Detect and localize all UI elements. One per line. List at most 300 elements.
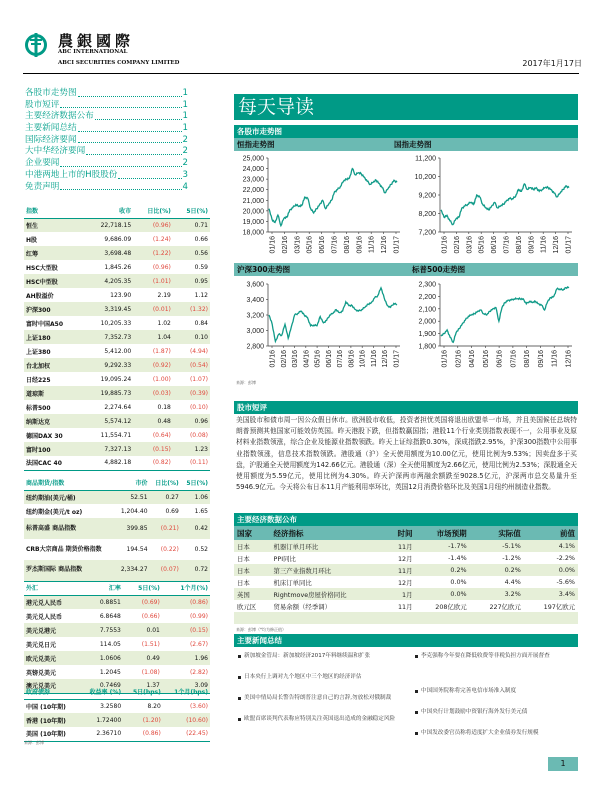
column-header: 前值 <box>524 526 578 540</box>
y-tick-label: 8,200 <box>418 211 436 218</box>
column-header: 实际值 <box>470 526 524 540</box>
table-cell: -2.2% <box>556 554 575 562</box>
table-row <box>234 588 578 600</box>
x-tick-label: 10/16 <box>359 350 367 368</box>
news-item[interactable]: 新加坡金管局：新加坡经济2017年料继续温和扩张 <box>238 652 401 666</box>
table-cell: 3.2580 <box>100 702 122 710</box>
table-cell: (1.87) <box>152 347 171 355</box>
table-cell: 0.0% <box>524 564 578 576</box>
table-cell: 0.49 <box>123 651 162 665</box>
table-cell: 19,095.24 <box>100 375 132 383</box>
table-row-empty <box>234 612 578 624</box>
column-header: 汇率 <box>85 581 123 595</box>
news-item[interactable]: 欧盟首席谈判代表称应特别关注英国退出造成的金融稳定风险 <box>238 715 401 729</box>
table-cell: 197亿欧元 <box>543 602 575 611</box>
toc-label: 大中华经济要闻 <box>25 146 86 157</box>
news-item[interactable]: 日本央行上调对九个地区中三个地区的经济评估 <box>238 673 401 687</box>
news-item[interactable]: 中国国务院称将完善电信市场准入制度 <box>415 687 578 701</box>
table-cell: 12月 <box>397 554 413 563</box>
x-tick-label: 08/16 <box>524 350 532 368</box>
table-cell: 5,412.00 <box>104 347 132 355</box>
page-banner: 每天导读 <box>234 94 578 120</box>
table-row <box>24 428 210 442</box>
table-cell: 0.0% <box>415 588 469 600</box>
x-tick-label: 05/16 <box>314 350 322 368</box>
column-header: 国家 <box>234 526 270 540</box>
series-line <box>269 169 397 226</box>
table-header-row <box>24 685 210 699</box>
x-tick-label: 05/16 <box>306 236 314 254</box>
table-cell: 194.54 <box>126 545 148 553</box>
column-header: 日比(%) <box>150 476 181 490</box>
x-tick-label: 03/16 <box>294 236 302 254</box>
toc-leader <box>86 146 181 155</box>
toc-item[interactable] <box>25 158 188 170</box>
charts-section-title: 各股市走势图 <box>234 125 578 138</box>
table-row <box>24 442 210 456</box>
y-tick-label: 18,000 <box>242 229 264 237</box>
table-row <box>24 218 210 232</box>
x-tick-label: 01/16 <box>441 236 449 254</box>
table-cell: 0.27 <box>150 490 181 504</box>
table-cell: 3.09 <box>162 679 210 693</box>
table-cell: (1.00) <box>152 375 171 383</box>
toc-item[interactable] <box>25 135 188 147</box>
table-cell: (0.01) <box>133 302 173 316</box>
table-cell: 0.18 <box>157 403 171 411</box>
x-tick-label: 01/16 <box>269 350 277 368</box>
table-cell: (1.32) <box>173 302 210 316</box>
y-tick-label: 3,400 <box>246 297 264 304</box>
header-divider <box>23 73 579 74</box>
table-cell: 2.36710 <box>79 727 123 741</box>
table-row <box>24 414 210 428</box>
table-cell: (0.69) <box>123 595 162 609</box>
toc-item[interactable] <box>25 123 188 135</box>
x-tick-label: 07/16 <box>331 236 339 254</box>
table-row <box>24 232 210 246</box>
table-cell: CRB大宗商品 期货价格指数 <box>26 545 102 553</box>
bonds-source: 来源：彭博 <box>24 740 44 745</box>
y-tick-label: 22,000 <box>242 187 264 195</box>
y-tick-label: 1,900 <box>418 331 436 339</box>
y-tick-label: 24,000 <box>242 166 264 174</box>
table-cell: 0.2% <box>415 564 469 576</box>
x-tick-label: 12/16 <box>565 350 573 368</box>
table-cell: (0.15) <box>133 442 173 456</box>
toc-page: 2 <box>182 158 188 169</box>
table-cell: 美元兑港元 <box>24 623 85 637</box>
charts-row2-header <box>234 263 578 276</box>
table-cell: 0.42 <box>181 518 210 539</box>
toc-label: 中港两地上市的H股股份 <box>25 169 118 180</box>
table-cell: 0.52 <box>194 545 208 553</box>
table-cell: 道琼斯 <box>24 386 83 400</box>
page-number: 1 <box>548 757 578 771</box>
table-cell: 399.85 <box>115 518 150 539</box>
table-cell: 沪深300 <box>24 302 83 316</box>
table-cell: 7.7553 <box>85 623 123 637</box>
table-cell: 1.37 <box>123 679 162 693</box>
table-cell: 0.95 <box>173 274 210 288</box>
table-row <box>234 576 578 588</box>
news-title: 主要新闻总结 <box>234 634 578 647</box>
table-cell: 10,205.33 <box>100 319 132 327</box>
x-tick-label: 11/16 <box>551 350 559 367</box>
table-row <box>24 456 210 470</box>
table-cell: (0.39) <box>173 386 210 400</box>
table-cell: PPI同比 <box>273 554 296 563</box>
column-header: 时间 <box>385 526 415 540</box>
x-tick-label: 07/16 <box>510 350 518 368</box>
toc-leader <box>78 88 182 97</box>
y-tick-label: 23,000 <box>242 176 264 184</box>
toc-label: 国际经济要闻 <box>25 134 77 145</box>
table-cell: 6.8648 <box>99 612 121 620</box>
table-cell: (0.08) <box>189 431 208 439</box>
table-row <box>24 518 210 539</box>
table-row <box>234 552 578 564</box>
x-tick-label: 02/16 <box>453 236 461 254</box>
x-tick-label: 11/16 <box>370 350 378 367</box>
toc-page: 1 <box>182 99 188 110</box>
table-cell: (1.08) <box>141 668 160 676</box>
y-tick-label: 11,200 <box>415 155 436 163</box>
table-cell: 0.84 <box>194 319 208 327</box>
column-header: 1个月(bps) <box>163 685 210 699</box>
table-cell: 日本 <box>237 578 250 587</box>
column-header: 1个月(%) <box>162 581 210 595</box>
x-tick-label: 06/16 <box>325 350 333 368</box>
table-row <box>24 274 210 288</box>
table-cell: 0.8851 <box>85 595 123 609</box>
table-cell: 0.66 <box>194 235 208 243</box>
table-cell: 1.72400 <box>79 713 123 727</box>
x-tick-label: 04/16 <box>303 350 311 368</box>
table-cell: 0.48 <box>133 414 173 428</box>
fx-table <box>24 581 210 694</box>
y-tick-label: 2,300 <box>418 281 436 289</box>
toc-label: 免责声明 <box>25 181 60 192</box>
column-header: 商品期货/指数 <box>24 476 115 490</box>
x-tick-label: 01/16 <box>441 350 449 368</box>
table-cell: 11,554.71 <box>100 431 132 439</box>
table-row <box>24 539 210 560</box>
table-cell: 12月 <box>397 578 413 587</box>
table-cell: 1.06 <box>181 490 210 504</box>
table-cell: 0.0% <box>450 578 467 586</box>
chart-title-hsi: 恒指走势图 <box>237 140 275 149</box>
table-cell: 1.65 <box>194 507 208 515</box>
x-tick-label: 08/16 <box>343 236 351 254</box>
x-tick-label: 03/16 <box>292 350 300 368</box>
table-cell: 0.7469 <box>85 679 123 693</box>
table-cell: Rightmove房屋价格同比 <box>270 588 385 600</box>
table-of-contents <box>25 88 188 193</box>
toc-leader <box>78 123 182 132</box>
table-cell: 9,686.09 <box>104 235 132 243</box>
table-row <box>24 665 210 679</box>
table-cell: 22,718.15 <box>83 218 133 232</box>
table-cell: -1.2% <box>502 554 521 562</box>
table-row <box>24 260 210 274</box>
x-tick-label: 01/17 <box>565 236 573 254</box>
toc-item[interactable] <box>25 170 188 182</box>
toc-page: 4 <box>182 181 188 192</box>
table-cell: -1.7% <box>415 540 469 552</box>
table-cell: (0.86) <box>123 727 163 741</box>
table-cell: 富时100 <box>24 442 83 456</box>
y-tick-label: 25,000 <box>242 155 264 163</box>
table-cell: 0.71 <box>173 218 210 232</box>
table-row <box>234 564 578 576</box>
chart-hsi <box>234 152 406 262</box>
table-cell: (0.92) <box>133 358 173 372</box>
toc-leader <box>95 111 182 120</box>
table-row <box>24 386 210 400</box>
table-cell: (1.51) <box>141 640 160 648</box>
table-cell: 上证380 <box>26 348 51 356</box>
x-tick-label: 12/16 <box>382 350 390 368</box>
table-cell: (0.11) <box>173 456 210 470</box>
table-cell: (1.22) <box>133 246 173 260</box>
column-header: 市价 <box>115 476 150 490</box>
toc-label: 股市短评 <box>25 99 60 110</box>
news-item[interactable]: 美国中情局局长警告特朗普注意自己的言辞,勿放松对俄制裁 <box>238 694 401 708</box>
table-header-row <box>24 581 210 595</box>
column-header: 市场预期 <box>415 526 469 540</box>
table-row <box>24 595 210 609</box>
table-cell: 纽约期油(美元/桶) <box>24 490 115 504</box>
table-cell: 美国 (10年期) <box>24 727 79 741</box>
table-cell: (0.66) <box>141 612 160 620</box>
toc-item[interactable] <box>25 88 188 100</box>
table-cell: 德国DAX 30 <box>26 432 63 440</box>
table-row <box>24 699 210 713</box>
x-tick-label: 09/16 <box>528 236 536 254</box>
table-cell: 澳元兑美元 <box>24 679 85 693</box>
table-cell: 3.4% <box>524 588 578 600</box>
table-cell: 4,205.35 <box>83 274 133 288</box>
table-row <box>24 400 210 414</box>
table-cell: 1.96 <box>162 651 210 665</box>
table-cell: 0.72 <box>181 560 210 581</box>
chart-title-hscei: 国指走势图 <box>394 140 432 149</box>
table-cell: 1,845.26 <box>104 263 132 271</box>
table-cell: 富时中国A50 <box>26 320 63 328</box>
x-tick-label: 09/16 <box>537 350 545 368</box>
table-row <box>24 344 210 358</box>
table-cell: HSC中型股 <box>24 274 83 288</box>
table-cell: 英镑兑美元 <box>26 669 57 677</box>
toc-item[interactable] <box>25 182 188 194</box>
table-cell: 0.01 <box>123 623 162 637</box>
chart-title-csi300: 沪深300走势图 <box>237 265 291 274</box>
series-line <box>269 288 397 342</box>
table-cell: 罗杰斯国际 商品指数 <box>24 560 115 581</box>
table-cell: 红筹 <box>24 246 83 260</box>
x-tick-label: 01/17 <box>393 350 401 368</box>
toc-label: 企业要闻 <box>25 158 60 169</box>
table-cell: 11月 <box>385 564 415 576</box>
table-cell: (0.99) <box>189 612 208 620</box>
toc-label: 各股市走势图 <box>25 88 77 98</box>
brand-name-en: ABC INTERNATIONAL <box>58 49 128 55</box>
table-cell: 法国CAC 40 <box>24 456 83 470</box>
y-tick-label: 2,100 <box>418 306 436 314</box>
table-cell: 恒生 <box>24 218 83 232</box>
table-row <box>24 727 210 741</box>
chart-title-sp500: 标普500走势图 <box>412 265 466 274</box>
chart-sp500 <box>406 278 578 376</box>
table-cell: (0.07) <box>150 560 181 581</box>
table-cell: 欧元区 <box>237 602 257 611</box>
table-cell: 标普500 <box>26 404 51 412</box>
toc-item[interactable] <box>25 111 188 123</box>
news-item[interactable]: 中国央行计划鼓励中资银行海外发行美元债 <box>415 708 578 722</box>
table-row <box>24 288 210 302</box>
commodities-table <box>24 476 210 582</box>
charts-row1-header <box>234 138 578 151</box>
column-header: 政府债券 <box>24 685 79 699</box>
table-cell: -1.4% <box>448 554 467 562</box>
table-row <box>24 302 210 316</box>
table-cell: (2.67) <box>189 640 208 648</box>
toc-item[interactable] <box>25 100 188 112</box>
table-row <box>24 623 210 637</box>
series-line <box>441 184 569 225</box>
column-header: 外汇 <box>24 581 85 595</box>
table-cell: 标普高盛 商品指数 <box>24 518 115 539</box>
toc-page: 3 <box>182 169 188 180</box>
y-tick-label: 19,000 <box>242 218 264 226</box>
table-cell: 1.04 <box>133 330 173 344</box>
table-row <box>24 372 210 386</box>
toc-item[interactable] <box>25 146 188 158</box>
x-tick-label: 09/16 <box>356 236 364 254</box>
table-cell: 纳斯达克 <box>24 414 83 428</box>
table-cell: 2.19 <box>157 291 171 299</box>
table-cell: 3.2% <box>470 588 524 600</box>
table-row <box>234 600 578 612</box>
toc-label: 主要经济数据公布 <box>25 111 94 122</box>
table-row <box>24 316 210 330</box>
table-header-row <box>24 476 210 490</box>
toc-page: 2 <box>182 146 188 157</box>
table-cell: (0.15) <box>162 623 210 637</box>
econ-data-table <box>234 526 578 624</box>
x-tick-label: 01/17 <box>393 236 401 254</box>
y-tick-label: 9,200 <box>418 192 436 200</box>
table-cell: 第三产业指数月环比 <box>270 564 385 576</box>
x-tick-label: 07/16 <box>503 236 511 254</box>
table-cell: 贸易余额（经季调） <box>273 602 331 611</box>
table-cell: 1月 <box>385 588 415 600</box>
x-tick-label: 11/16 <box>540 236 548 253</box>
bonds-table <box>24 685 210 742</box>
y-tick-label: 3,000 <box>246 328 264 335</box>
news-item[interactable]: 李克强称今年要在降低收费等非税负担方面开展督查 <box>415 652 578 680</box>
table-cell: 7,352.73 <box>83 330 133 344</box>
table-cell: 0.96 <box>173 414 210 428</box>
table-cell: 中国 (10年期) <box>26 703 66 711</box>
table-cell: (3.60) <box>189 702 208 710</box>
toc-label: 主要新闻总结 <box>25 123 77 134</box>
y-tick-label: 2,000 <box>418 318 436 326</box>
table-cell: 3,319.45 <box>83 302 133 316</box>
table-cell: (1.20) <box>123 713 163 727</box>
table-cell: 123.90 <box>110 291 132 299</box>
column-header: 经济指标 <box>270 526 385 540</box>
table-cell: (10.60) <box>163 713 210 727</box>
x-tick-label: 02/16 <box>455 350 463 368</box>
table-cell: (2.82) <box>189 668 208 676</box>
table-header-row <box>234 526 578 540</box>
y-tick-label: 21,000 <box>242 197 264 205</box>
column-header: 5日(bps) <box>123 685 163 699</box>
table-cell: HSC大型股 <box>26 264 58 272</box>
market-commentary: 美国股市和债市周一因公众假日休市。欧洲股市收低，投资者担忧英国将退出欧盟单一市场，并且美国候任总统特朗普预测其他国家可能效仿英国。昨天港股下跌，但指数赢国指；港股11个行业类别指数表现不一，公用事业及原材料业指数领涨，综合企业及能源业指数领跌。昨天上证综指跌0.30%，深成指跌2.95%，沪深300指数中公用事业指数领涨，信息技术指数领跌。港股通（沪）全天使用额度为10.00亿元，使用比例为9.53%；因卖盘多于买盘，沪股通全天使用额度为142.66亿元。港股通（深）全天使用额度为2.66亿元，使用比例为2.53%；深股通全天使用额度为5.59亿元，使用比例为4.30%。昨天沪深两市两融余额跌至9028.5亿元，沪深两市总交易量升至5946.9亿元。今天将公布日本11月产能利用率环比，英国12月消费价格环比及美国1月纽约州制造业指数。 <box>236 416 577 492</box>
x-tick-label: 02/16 <box>281 236 289 254</box>
table-cell: 日经225 <box>26 376 51 384</box>
column-header: 5日(%) <box>181 476 210 490</box>
toc-page: 1 <box>182 111 188 122</box>
column-header: 日比(%) <box>133 204 173 218</box>
table-cell: (0.64) <box>152 431 171 439</box>
chart-hscei <box>406 152 578 262</box>
table-cell: (0.96) <box>133 218 173 232</box>
report-date: 2017年1月17日 <box>522 59 582 68</box>
x-tick-label: 07/16 <box>337 350 345 368</box>
table-row <box>24 609 210 623</box>
table-cell: 5,574.12 <box>83 414 133 428</box>
table-cell: (22.45) <box>163 727 210 741</box>
table-row <box>24 651 210 665</box>
table-cell: 19,885.73 <box>83 386 133 400</box>
table-cell: 机器订单月环比 <box>270 540 385 552</box>
table-header-row <box>24 204 210 218</box>
charts-source: 来源：彭博 <box>236 380 256 385</box>
column-header: 指数 <box>24 204 83 218</box>
table-cell: 日本 <box>234 540 270 552</box>
brand-name-cn: 農銀國際 <box>58 32 135 50</box>
toc-leader <box>78 135 182 144</box>
y-tick-label: 2,800 <box>246 343 264 351</box>
table-cell: 欧元兑美元 <box>24 651 85 665</box>
table-cell: 0.69 <box>165 507 179 515</box>
table-cell: -5.1% <box>470 540 524 552</box>
table-cell: 52.51 <box>115 490 150 504</box>
table-cell: 1.2045 <box>99 668 121 676</box>
x-tick-label: 08/16 <box>348 350 356 368</box>
toc-leader <box>60 158 181 167</box>
column-header: 5日(%) <box>173 204 210 218</box>
table-cell: 1.23 <box>173 442 210 456</box>
column-header: 收益率 (%) <box>79 685 123 699</box>
econ-source: 来源：彭博（*均为修正值） <box>236 627 286 632</box>
table-cell: 美元兑日元 <box>26 641 57 649</box>
table-cell: (0.96) <box>152 263 171 271</box>
table-cell: H股 <box>26 236 38 244</box>
commentary-title: 股市短评 <box>234 401 578 414</box>
x-tick-label: 12/16 <box>553 236 561 254</box>
table-cell: 3,698.48 <box>83 246 133 260</box>
table-row <box>24 504 210 518</box>
news-item[interactable]: 中国发改委官员称将适度扩大企业债券发行规模 <box>415 729 578 743</box>
table-cell: 英国 <box>234 588 270 600</box>
table-cell: (0.22) <box>160 545 179 553</box>
x-tick-label: 04/16 <box>469 350 477 368</box>
